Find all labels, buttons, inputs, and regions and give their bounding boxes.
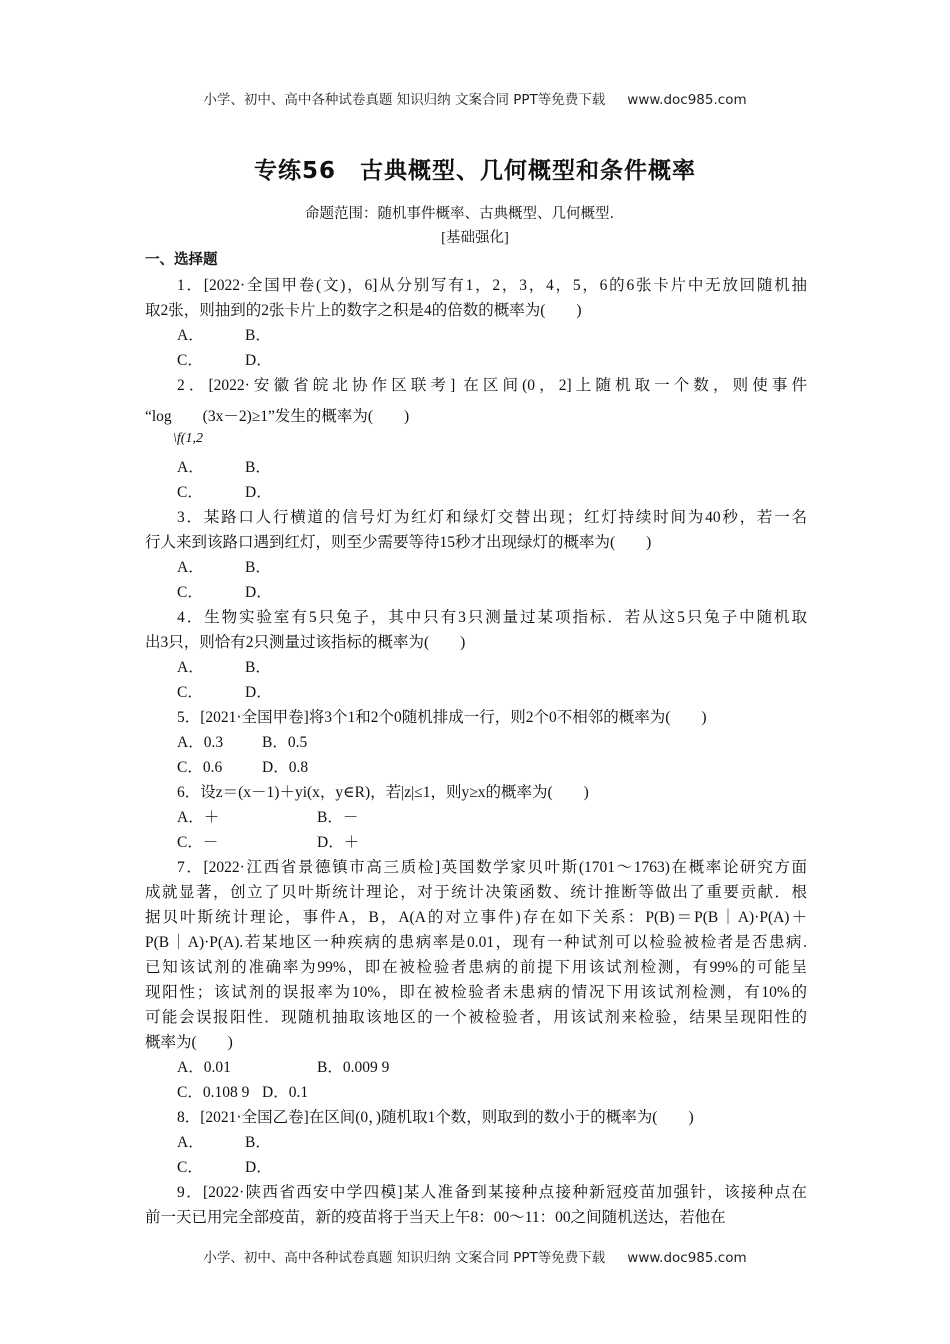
question-line: 可能会误报阳性．现随机抽取该地区的一个被检验者，用该试剂来检验，结果呈现阳性的 bbox=[145, 1009, 807, 1026]
question-7 bbox=[145, 855, 807, 1105]
option-D: D． bbox=[245, 1159, 272, 1176]
option-D: D．0.8 bbox=[262, 759, 309, 776]
header-text: 小学、初中、高中各种试卷真题 知识归纳 文案合同 PPT等免费下载 bbox=[203, 92, 606, 108]
options-row bbox=[145, 1130, 807, 1155]
question-line: 取2张，则抽到的2张卡片上的数字之积是4的倍数的概率为( ) bbox=[145, 302, 582, 319]
options-row bbox=[145, 323, 807, 348]
page-header bbox=[0, 88, 950, 108]
option-A: A． bbox=[177, 559, 204, 576]
option-C: C． bbox=[177, 1159, 203, 1176]
question-1 bbox=[145, 273, 807, 373]
options-row bbox=[145, 805, 807, 830]
option-D: D． bbox=[245, 352, 272, 369]
question-line: 7．[2022·江西省景德镇市高三质检]英国数学家贝叶斯(1701～1763)在概率论研究方面 bbox=[177, 859, 807, 876]
option-C: C． bbox=[177, 352, 203, 369]
options-row bbox=[145, 1080, 807, 1105]
question-line: 8．[2021·全国乙卷]在区间(0，)随机取1个数，则取到的数小于的概率为( ) bbox=[177, 1109, 694, 1126]
question-line: 据贝叶斯统计理论，事件A，B，A(A的对立事件)存在如下关系：P(B)＝P(B｜A)·P(A)＋ bbox=[145, 909, 807, 926]
question-line: 行人来到该路口遇到红灯，则至少需要等待15秒才出现绿灯的概率为( ) bbox=[145, 534, 652, 551]
footer-text: 小学、初中、高中各种试卷真题 知识归纳 文案合同 PPT等免费下载 bbox=[203, 1250, 606, 1266]
page-title: 专练56 古典概型、几何概型和条件概率 bbox=[253, 158, 696, 184]
question-3 bbox=[145, 505, 807, 605]
level-label: [基础强化] bbox=[441, 230, 509, 246]
question-line: 成就显著，创立了贝叶斯统计理论，对于统计决策函数、统计推断等做出了重要贡献．根 bbox=[145, 884, 807, 901]
question-line: 已知该试剂的准确率为99%，即在被检验者患病的前提下用该试剂检测，有99%的可能呈 bbox=[145, 959, 807, 976]
question-line: 5．[2021·全国甲卷]将3个1和2个0随机排成一行，则2个0不相邻的概率为( ) bbox=[177, 709, 707, 726]
footer-site: www.doc985.com bbox=[627, 1250, 747, 1266]
option-B: B．－ bbox=[317, 809, 359, 826]
question-line: 前一天已用完全部疫苗，新的疫苗将于当天上午8：00～11：00之间随机送达，若他在 bbox=[145, 1209, 726, 1226]
question-6 bbox=[145, 780, 807, 855]
scope-text: 命题范围：随机事件概率、古典概型、几何概型. bbox=[305, 206, 615, 222]
question-9 bbox=[145, 1180, 807, 1230]
options-row bbox=[145, 1155, 807, 1180]
option-B: B． bbox=[245, 659, 271, 676]
question-line: 2．[2022·安徽省皖北协作区联考] 在区间(0，2]上随机取一个数，则使事件 bbox=[177, 377, 807, 394]
option-C: C． bbox=[177, 584, 203, 601]
option-A: A．0.01 bbox=[177, 1059, 231, 1076]
option-D: D． bbox=[245, 684, 272, 701]
section-heading: 一、选择题 bbox=[145, 252, 218, 268]
question-2 bbox=[145, 373, 807, 505]
question-line: 6．设z＝(x－1)＋yi(x，y∈R)，若|z|≤1，则y≥x的概率为( ) bbox=[177, 784, 589, 801]
options-row bbox=[145, 555, 807, 580]
option-C: C．0.108 9 bbox=[177, 1084, 250, 1101]
options-row bbox=[145, 730, 807, 755]
options-row bbox=[145, 580, 807, 605]
option-A: A．＋ bbox=[177, 809, 220, 826]
question-8 bbox=[145, 1105, 807, 1180]
option-C: C．－ bbox=[177, 834, 219, 851]
option-D: D．＋ bbox=[317, 834, 360, 851]
header-site: www.doc985.com bbox=[627, 92, 747, 108]
option-A: A． bbox=[177, 327, 204, 344]
question-line: P(B｜A)·P(A).若某地区一种疾病的患病率是0.01，现有一种试剂可以检验被检者是否患病. bbox=[145, 934, 807, 951]
option-D: D． bbox=[245, 484, 272, 501]
option-C: C． bbox=[177, 484, 203, 501]
options-row bbox=[145, 348, 807, 373]
option-D: D．0.1 bbox=[262, 1084, 309, 1101]
option-B: B． bbox=[245, 327, 271, 344]
option-B: B．0.009 9 bbox=[317, 1059, 390, 1076]
option-A: A． bbox=[177, 659, 204, 676]
question-line: 3．某路口人行横道的信号灯为红灯和绿灯交替出现；红灯持续时间为40秒，若一名 bbox=[177, 509, 807, 526]
option-B: B．0.5 bbox=[262, 734, 308, 751]
question-line: 概率为( ) bbox=[145, 1034, 233, 1051]
formula-subscript: \f(1,2 bbox=[173, 431, 203, 446]
question-line: 出3只，则恰有2只测量过该指标的概率为( ) bbox=[145, 634, 466, 651]
options-row bbox=[145, 1055, 807, 1080]
question-line: “log (3x－2)≥1”发生的概率为( ) bbox=[145, 408, 410, 425]
option-C: C． bbox=[177, 684, 203, 701]
options-row bbox=[145, 680, 807, 705]
options-row bbox=[145, 455, 807, 480]
question-line: 1．[2022·全国甲卷(文)，6]从分别写有1，2，3，4，5，6的6张卡片中无放回随机抽 bbox=[177, 277, 807, 294]
option-B: B． bbox=[245, 459, 271, 476]
page-footer bbox=[0, 1246, 950, 1266]
option-D: D． bbox=[245, 584, 272, 601]
options-row bbox=[145, 655, 807, 680]
option-A: A．0.3 bbox=[177, 734, 224, 751]
question-4 bbox=[145, 605, 807, 705]
question-line: 9．[2022·陕西省西安中学四模]某人准备到某接种点接种新冠疫苗加强针，该接种点在 bbox=[177, 1184, 807, 1201]
option-C: C．0.6 bbox=[177, 759, 223, 776]
option-A: A． bbox=[177, 1134, 204, 1151]
option-B: B． bbox=[245, 559, 271, 576]
option-B: B． bbox=[245, 1134, 271, 1151]
question-line: 4．生物实验室有5只兔子，其中只有3只测量过某项指标．若从这5只兔子中随机取 bbox=[177, 609, 807, 626]
options-row bbox=[145, 480, 807, 505]
options-row bbox=[145, 755, 807, 780]
question-line: 现阳性；该试剂的误报率为10%，即在被检验者未患病的情况下用该试剂检测，有10%的 bbox=[145, 984, 807, 1001]
options-row bbox=[145, 830, 807, 855]
question-list bbox=[145, 248, 807, 1230]
question-5 bbox=[145, 705, 807, 780]
option-A: A． bbox=[177, 459, 204, 476]
